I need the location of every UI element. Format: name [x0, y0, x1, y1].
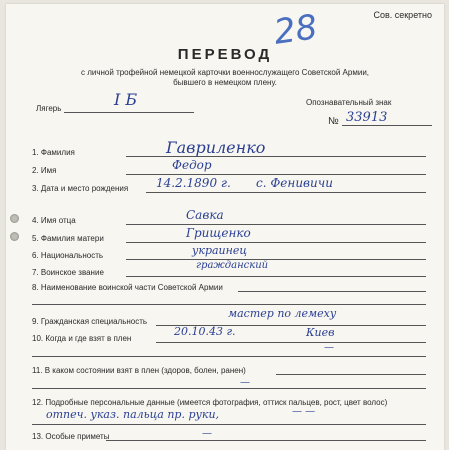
field-mother-label: 5. Фамилия матери	[32, 234, 104, 243]
field-father-value: Савка	[186, 208, 224, 222]
field-personal-dash: — —	[292, 406, 316, 417]
field-nationality-label: 6. Национальность	[32, 251, 104, 260]
field-rank-line	[126, 276, 426, 277]
field-condition-value: —	[240, 377, 250, 388]
field-name-value: Федор	[172, 158, 212, 172]
id-tag-prefix: №	[328, 116, 339, 127]
field-birth-date: 14.2.1890 г.	[156, 176, 231, 190]
field-unit-line-2	[32, 304, 426, 305]
field-nationality-value: украинец	[192, 244, 248, 257]
field-unit-line	[238, 291, 426, 292]
field-rank-label: 7. Воинское звание	[32, 268, 104, 277]
field-nationality-line	[126, 259, 426, 260]
punch-hole	[10, 214, 19, 223]
field-birth-label: 3. Дата и место рождения	[32, 184, 129, 193]
camp-value: I Б	[114, 90, 138, 109]
field-birth-place: с. Фенивичи	[256, 176, 333, 190]
field-capture-line-2	[32, 356, 426, 357]
document-subtitle-line1: с личной трофейной немецкой карточки военнослужащего Советской Армии,	[80, 68, 370, 77]
field-personal-label: 12. Подробные персональные данные (имеется фотография, оттиск пальцев, рост, цвет волос)	[32, 398, 388, 407]
field-father-label: 4. Имя отца	[32, 216, 76, 225]
id-tag-label: Опознавательный знак	[306, 98, 392, 107]
field-surname-label: 1. Фамилия	[32, 148, 75, 157]
field-personal-value: отпеч. указ. пальца пр. руки,	[46, 408, 220, 421]
field-marks-label: 13. Особые приметы	[32, 432, 110, 441]
field-specialty-label: 9. Гражданская специальность	[32, 317, 148, 326]
field-capture-date: 20.10.43 г.	[174, 325, 236, 338]
field-unit-label: 8. Наименование воинской части Советской Армии	[32, 283, 223, 292]
secrecy-label: Сов. секретно	[373, 10, 432, 20]
field-condition-line	[276, 374, 426, 375]
field-mother-value: Грищенко	[186, 226, 251, 240]
document-subtitle-line2: бывшего в немецком плену.	[173, 78, 277, 87]
field-specialty-value: мастер по лемеху	[228, 307, 337, 320]
field-name-line	[126, 174, 426, 175]
field-surname-value: Гавриленко	[166, 138, 266, 157]
field-capture-dash: —	[324, 342, 334, 353]
camp-label: Лягерь	[36, 104, 62, 113]
field-rank-value: гражданский	[196, 260, 269, 271]
punch-hole	[10, 232, 19, 241]
id-tag-line	[342, 125, 432, 126]
id-tag-value: 33913	[346, 110, 388, 125]
field-condition-line-2	[32, 388, 426, 389]
field-capture-place: Киев	[306, 326, 335, 339]
field-marks-line	[106, 440, 426, 441]
document-sheet	[6, 4, 444, 450]
field-marks-value: —	[202, 428, 212, 439]
camp-line	[64, 112, 194, 113]
field-capture-label: 10. Когда и где взят в плен	[32, 334, 132, 343]
field-mother-line	[126, 242, 426, 243]
field-condition-label: 11. В каком состоянии взят в плен (здоров, болен, ранен)	[32, 366, 246, 375]
document-title: ПЕРЕВОД	[177, 46, 273, 63]
field-father-line	[126, 224, 426, 225]
field-capture-line	[156, 342, 426, 343]
field-birth-line	[146, 192, 426, 193]
field-personal-line	[32, 424, 426, 425]
field-name-label: 2. Имя	[32, 166, 57, 175]
handwritten-stamp-number: 28	[271, 7, 320, 53]
